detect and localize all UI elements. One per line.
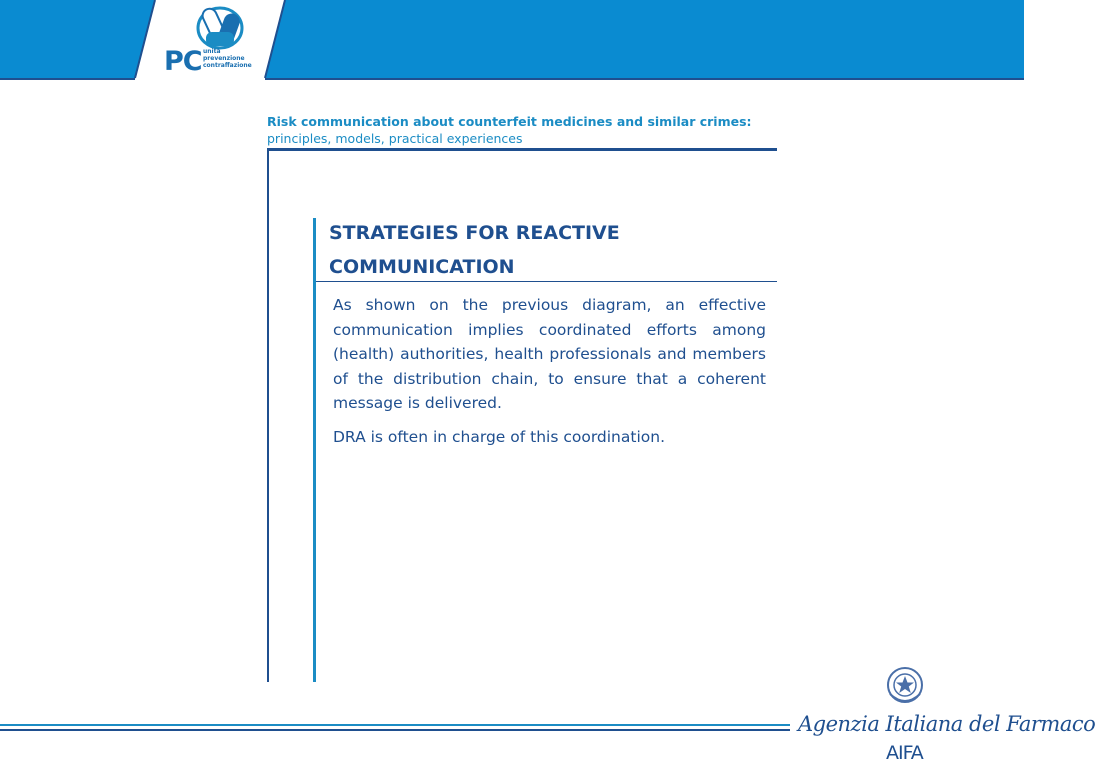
- agency-name: Agenzia Italiana del Farmaco: [798, 712, 1095, 736]
- capsule-shield-icon: [158, 2, 258, 52]
- logo-line-2: prevenzione: [203, 55, 245, 62]
- footer-line-light: [0, 724, 790, 726]
- section-border: [313, 218, 316, 682]
- logo-line-3: contraffazione: [203, 62, 252, 69]
- header-divider: [267, 148, 777, 151]
- top-banner: [0, 0, 1024, 82]
- logo-subtitle: [203, 48, 252, 69]
- paragraph: DRA is often in charge of this coordination.: [333, 427, 666, 446]
- header-subtitle: principles, models, practical experiences: [267, 131, 523, 146]
- section-heading: STRATEGIES FOR REACTIVE COMMUNICATION: [329, 222, 620, 278]
- logo-initials: PC: [164, 46, 202, 77]
- heading-divider: [316, 281, 777, 282]
- footer-line-dark: [0, 729, 790, 731]
- section-body: [333, 293, 766, 458]
- pc-logo: [158, 2, 258, 78]
- footer-lines: [0, 724, 790, 736]
- logo-line-1: unità: [203, 48, 221, 55]
- header-title: Risk communication about counterfeit medicines and similar crimes:: [267, 114, 752, 129]
- left-border: [267, 151, 269, 682]
- paragraph: As shown on the previous diagram, an effective communication implies coordinated efforts among (health) authorities, health professionals and members of the distribution chain, to ensure that a coherent message is delivered.: [333, 296, 766, 412]
- agency-acronym: AIFA: [886, 742, 923, 764]
- republic-emblem-icon: [884, 664, 926, 708]
